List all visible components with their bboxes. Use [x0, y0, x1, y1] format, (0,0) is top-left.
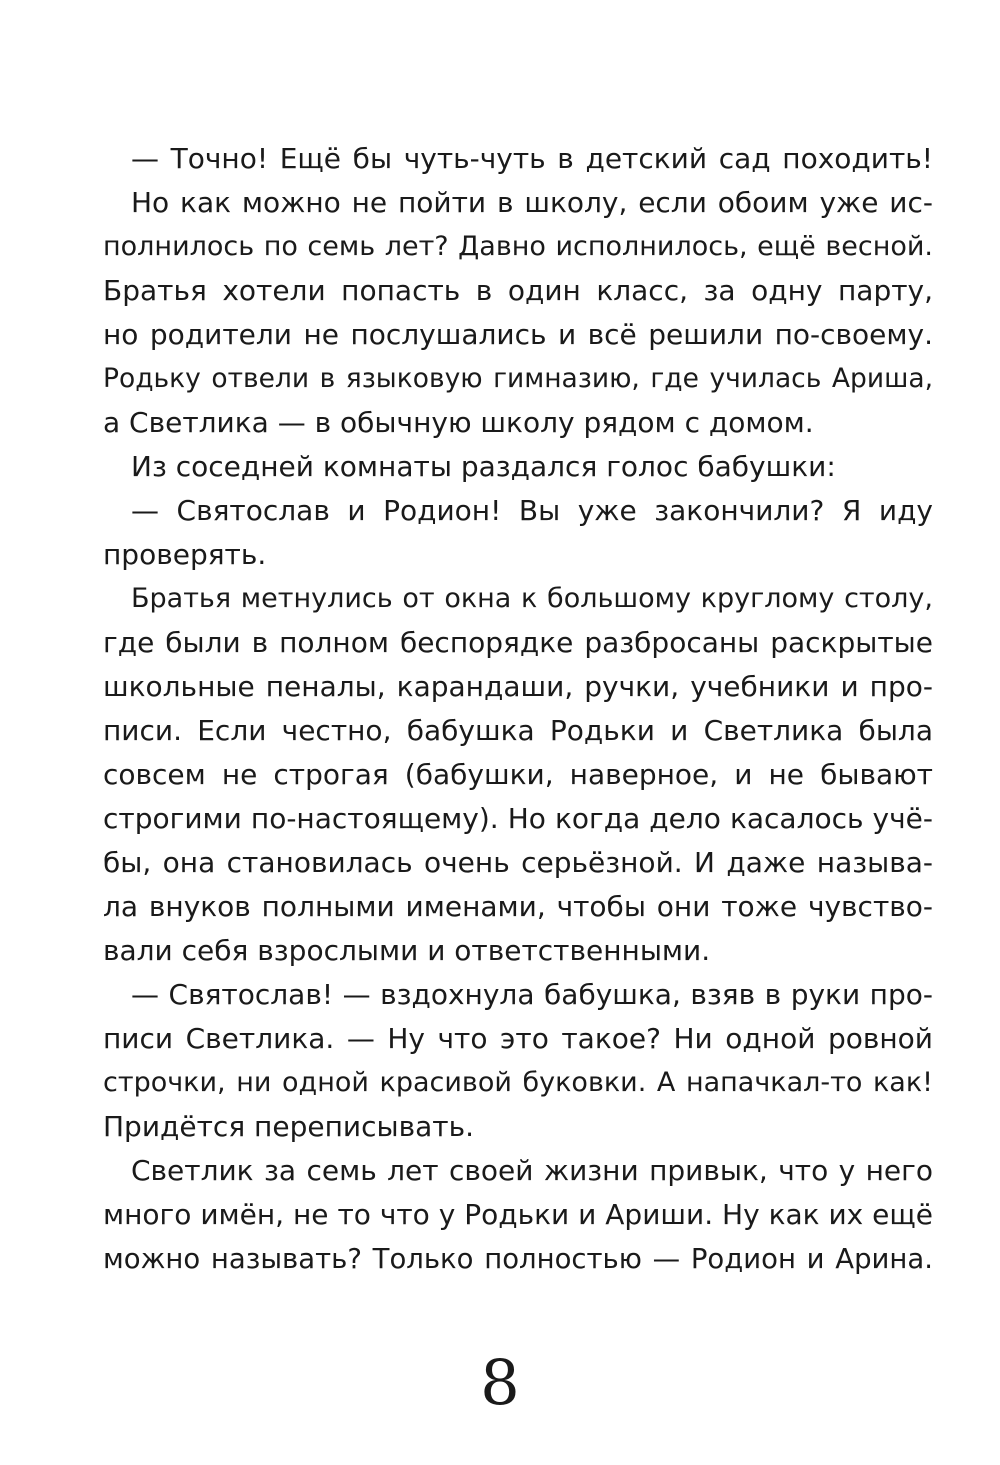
- text-line: — Святослав и Родион! Вы уже закончили? Я иду: [131, 494, 933, 527]
- text-line: Братья хотели попасть в один класс, за одну парту,: [103, 274, 933, 307]
- body-text: [103, 137, 933, 1281]
- text-line: Но как можно не пойти в школу, если обоим уже ис-: [131, 186, 933, 219]
- text-line: много имён, не то что у Родьки и Ариши. Ну как их ещё: [103, 1198, 933, 1231]
- text-line: строгими по-настоящему). Но когда дело касалось учё-: [103, 802, 933, 835]
- text-line: писи. Если честно, бабушка Родьки и Светлика была: [103, 714, 933, 747]
- text-line: Придётся переписывать.: [103, 1110, 474, 1143]
- text-line: полнилось по семь лет? Давно исполнилось, ещё весной.: [103, 231, 933, 262]
- text-line: строчки, ни одной красивой буковки. А напачкал-то как!: [103, 1067, 933, 1098]
- text-line: Светлик за семь лет своей жизни привык, что у него: [131, 1154, 933, 1187]
- text-line: Из соседней комнаты раздался голос бабушки:: [131, 450, 836, 483]
- text-line: проверять.: [103, 538, 267, 571]
- text-line: школьные пеналы, карандаши, ручки, учебники и про-: [103, 670, 933, 703]
- text-line: — Святослав! — вздохнула бабушка, взяв в руки про-: [131, 978, 933, 1011]
- text-line: совсем не строгая (бабушки, наверное, и не бывают: [103, 758, 933, 791]
- page-number: 8: [480, 1346, 520, 1419]
- text-line: но родители не послушались и всё решили по-своему.: [103, 318, 933, 351]
- text-line: где были в полном беспорядке разбросаны раскрытые: [103, 626, 933, 659]
- text-line: ла внуков полными именами, чтобы они тоже чувство-: [103, 890, 933, 923]
- text-line: можно называть? Только полностью — Родион и Арина.: [103, 1243, 933, 1275]
- text-line: а Светлика — в обычную школу рядом с домом.: [103, 406, 814, 439]
- text-line: Братья метнулись от окна к большому круглому столу,: [131, 583, 933, 614]
- text-line: Родьку отвели в языковую гимназию, где училась Ариша,: [103, 363, 933, 394]
- text-line: писи Светлика. — Ну что это такое? Ни одной ровной: [103, 1022, 933, 1055]
- text-line: бы, она становилась очень серьёзной. И даже называ-: [103, 846, 933, 879]
- text-line: вали себя взрослыми и ответственными.: [103, 934, 711, 967]
- text-line: — Точно! Ещё бы чуть-чуть в детский сад походить!: [131, 142, 933, 175]
